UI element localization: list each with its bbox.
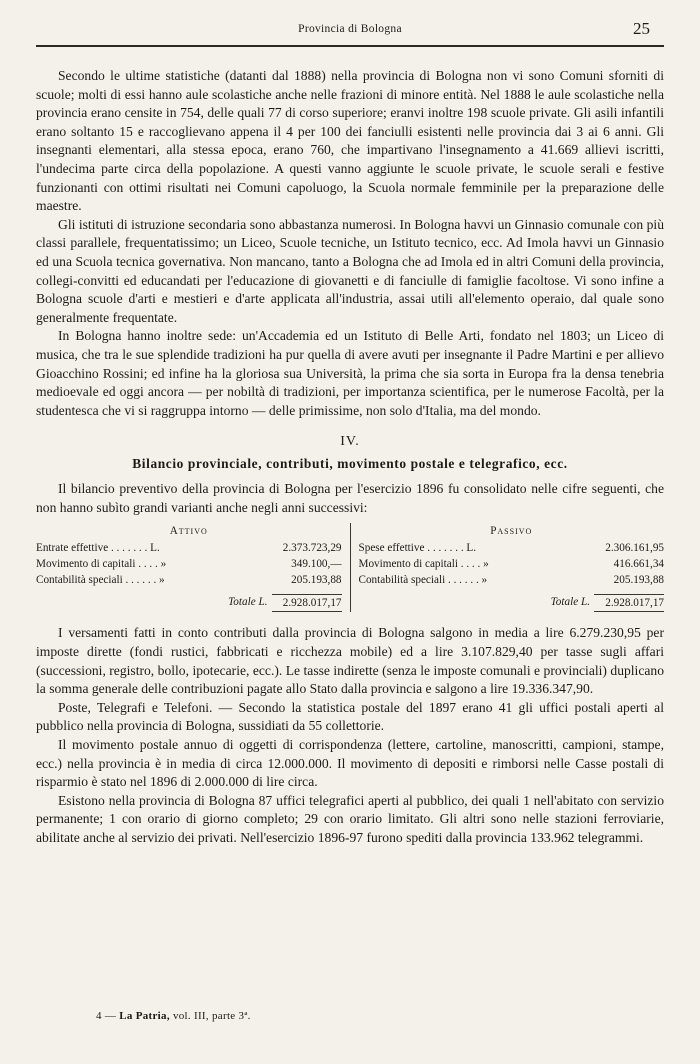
budget-row-amount: 205.193,88 [613, 574, 664, 587]
section-title: Bilancio provinciale, contributi, movimento postale e telegrafico, ecc. [132, 456, 568, 472]
running-head: Provincia di Bologna [298, 23, 402, 35]
paragraph-postal-movement: Il movimento postale annuo di oggetti di corrispondenza (lettere, cartoline, manoscritti, campioni, stampe, ecc.) nella provincia è in media di circa 12.000.000. Il movimento di depositi e rimborsi nelle Casse postali di risparmio è stato nel 1896 di 2.000.000 di lire circa. [36, 737, 664, 790]
budget-row [36, 572, 342, 588]
budget-attivo-column [36, 523, 351, 612]
page-number: 25 [633, 19, 650, 38]
paragraph-postal-offices: Poste, Telegrafi e Telefoni. — Secondo la statistica postale del 1897 erano 41 gli uffici postali aperti al pubblico nella provincia di Bologna, sussidiati da 55 collettorie. [36, 699, 664, 734]
budget-total-label: Totale L. [550, 596, 590, 609]
paragraph-secondary-education: Gli istituti di istruzione secondaria sono abbastanza numerosi. In Bologna havvi un Ginnasio comunale con più classi parallele, frequentatissimo; un Liceo, Scuole tecniche, un Istituto tecnico, ecc. Ad Imola havvi un Ginnasio ed una Scuola tecnica governativa. Non mancano, tanto a Bologna che ad Imola ed in altri Comuni della provincia, collegi-convitti ed educandati per l'educazione di giovanetti e di fanciulle di famiglie facoltose. Vi sono infine a Bologna scuole d'arti e mestieri e d'arte applicata all'industria, assai utili all'elemento operaio, dal quale sono generalmente frequentate. [36, 216, 664, 325]
paragraph-contributions: I versamenti fatti in conto contributi dalla provincia di Bologna salgono in media a lire 6.279.230,95 per imposte dirette (fondi rustici, fabbricati e ricchezza mobile) ed a lire 3.107.829,40 per tasse sugli affari (successioni, registro, bollo, ipotecarie, ecc.). Le tasse indirette (senza le imposte comunali e provinciali) duplicano la somma generale delle contribuzioni pagate allo Stato dalla provincia e salgono a lire 19.336.347,90. [36, 625, 664, 697]
budget-row-amount: 2.373.723,29 [282, 542, 342, 555]
paragraph-academies: In Bologna hanno inoltre sede: un'Accademia ed un Istituto di Belle Arti, fondato nel 1803; un Liceo di musica, che tra le sue splendide tradizioni ha pur quella di avere avuti per insegnante il Padre Martini e per allievo Gioacchino Rossini; ed infine ha la gloriosa sua Università, la prima che sia sorta in Europa fra la densa tenebria medioevale ed oggi ancora — per nobiltà di tradizioni, per importanza scientifica, per le numerose Facoltà, per la studentesca che vi si raggruppa intorno — delle primissime, non solo d'Italia, ma del mondo. [36, 328, 664, 418]
footer-title: La Patria, [119, 1010, 170, 1022]
paragraph-budget-intro: Il bilancio preventivo della provincia di Bologna per l'esercizio 1896 fu consolidato nelle cifre seguenti, che non hanno subìto grandi varianti anche negli anni successivi: [36, 481, 664, 515]
budget-row-label: Entrate effettive . . . . . . . L. [36, 542, 160, 555]
budget-row-label: Movimento di capitali . . . . » [358, 558, 489, 571]
budget-total-amount: 2.928.017,17 [272, 594, 342, 612]
budget-total-amount: 2.928.017,17 [594, 594, 664, 612]
passivo-heading: Passivo [490, 525, 533, 538]
budget-row-label: Contabilità speciali . . . . . . » [358, 574, 488, 587]
paragraph-schools: Secondo le ultime statistiche (datanti dal 1888) nella provincia di Bologna non vi sono Comuni sforniti di scuole; molti di essi hanno aule scolastiche anche nelle frazioni di minore entità. Nel 1888 le aule scolastiche nella provincia erano censite in 754, delle quali 77 di corso superiore; eranvi inoltre 198 scuole private. Gli asili infantili erano soltanto 15 e raccoglievano appena il 4 per 100 dei fanciulli esistenti nelle provincia dai 3 ai 6 anni. Gli insegnanti elementari, alla stessa epoca, erano 760, che impartivano l'insegnamento a 41.669 allievi iscritti, l'undecima parte circa della popolazione. A questi vanno aggiunte le scuole private, le scuole serali e festive funzionanti con ottimi risultati nei Comuni capoluogo, la Scuola normale femminile per la preparazione delle maestre. [36, 68, 664, 214]
signature-mark: 4 — [96, 1010, 117, 1022]
budget-row [36, 556, 342, 572]
header-rule [36, 45, 664, 47]
budget-row [359, 556, 665, 572]
page-body [36, 67, 664, 848]
footer-volume: vol. III, parte 3ª. [172, 1010, 251, 1022]
budget-total-row [36, 594, 342, 612]
budget-row [359, 540, 665, 556]
budget-row-label: Spese effettive . . . . . . . L. [358, 542, 477, 555]
attivo-heading: Attivo [169, 525, 208, 538]
budget-row [36, 540, 342, 556]
budget-total-label: Totale L. [228, 596, 268, 609]
page-footer [96, 1010, 251, 1022]
budget-row-amount: 416.661,34 [613, 558, 664, 571]
budget-passivo-column [351, 523, 665, 612]
budget-row-amount: 205.193,88 [291, 574, 342, 587]
budget-row-label: Movimento di capitali . . . . » [36, 558, 167, 571]
paragraph-telegraph: Esistono nella provincia di Bologna 87 uffici telegrafici aperti al pubblico, dei quali 1 nell'abitato con servizio permanente; 1 con orario di giorno completo; 29 con orario limitato. Gli altri sono nelle stazioni ferroviarie, abilitate anche al servizio dei privati. Nell'esercizio 1896-97 furono spediti dalla provincia 133.962 telegrammi. [36, 792, 664, 845]
section-number: IV. [340, 434, 360, 450]
budget-table [36, 523, 664, 612]
budget-row [359, 572, 665, 588]
budget-row-label: Contabilità speciali . . . . . . » [36, 574, 165, 587]
budget-total-row [359, 594, 665, 612]
page-header [36, 19, 664, 44]
budget-row-amount: 2.306.161,95 [605, 542, 664, 555]
budget-row-amount: 349.100,— [291, 558, 342, 571]
